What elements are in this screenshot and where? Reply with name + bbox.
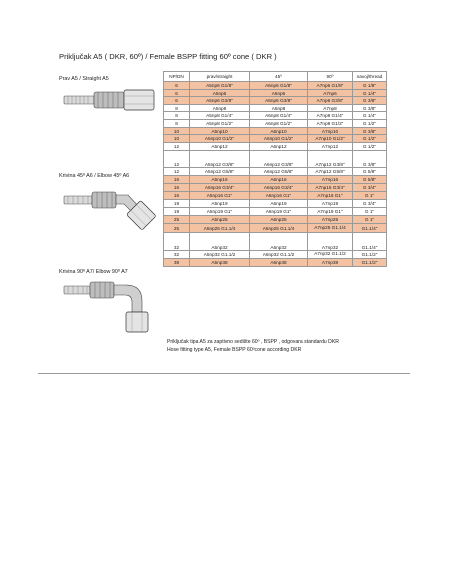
cell-45: A6np19 G1" xyxy=(250,208,308,216)
cell-straight: A5np8 xyxy=(190,105,250,112)
cell-90: A7np6 xyxy=(308,90,353,97)
header-45: 45º xyxy=(250,72,308,82)
cell-90: A7np8 G1/2" xyxy=(308,120,353,128)
cell-straight: A5np25 xyxy=(190,216,250,224)
cell-90: A7np10 G1/2" xyxy=(308,135,353,143)
table-row xyxy=(164,90,387,97)
cell-90: A7np6 G1/8" xyxy=(308,82,353,90)
cell-straight: A5np16 G3/4" xyxy=(190,184,250,192)
cell-straight: A5np10 G1/2" xyxy=(190,135,250,143)
cell-thread: G 1/4" xyxy=(353,112,387,120)
cell-dn: 16 xyxy=(164,192,190,200)
section-label-elbow-45: Krivina 45º A6 / Elbow 45º A6 xyxy=(59,173,130,179)
cell-straight: A5np12 G5/8" xyxy=(190,168,250,176)
cell-90: A7np38 xyxy=(308,259,353,267)
cell-90: A7np32 xyxy=(308,233,353,251)
cell-dn: 12 xyxy=(164,168,190,176)
cell-45: A6np10 xyxy=(250,128,308,135)
table-row xyxy=(164,82,387,90)
cell-90: A7np12 G5/8" xyxy=(308,168,353,176)
section-label-elbow-90: Krivina 90º A7/ Elbow 90º A7 xyxy=(59,269,128,275)
elbow-45-fitting-image xyxy=(62,182,160,232)
cell-dn: 32 xyxy=(164,251,190,259)
cell-thread: G1.1/2" xyxy=(353,251,387,259)
cell-45: A6np25 G1.1/4 xyxy=(250,224,308,233)
cell-straight: A5np16 G1" xyxy=(190,192,250,200)
cell-thread: G 1" xyxy=(353,192,387,200)
cell-45: A6np16 G3/4" xyxy=(250,184,308,192)
cell-90: A7np12 G3/8" xyxy=(308,151,353,168)
cell-dn: 8 xyxy=(164,120,190,128)
note-serbian: Priključak tipa A5 za zaptivno sedište 60º , BSPP , odgovara standardu DKR xyxy=(167,339,339,345)
fitting-spec-table xyxy=(163,71,387,267)
cell-45: A6np10 G1/2" xyxy=(250,135,308,143)
cell-90: A7np8 xyxy=(308,105,353,112)
table-row xyxy=(164,112,387,120)
cell-straight: A5np8 G1/2" xyxy=(190,120,250,128)
cell-dn: 19 xyxy=(164,208,190,216)
cell-straight: A5np38 xyxy=(190,259,250,267)
table-header-row xyxy=(164,72,387,82)
table-row xyxy=(164,128,387,135)
cell-dn: 6 xyxy=(164,90,190,97)
table-row xyxy=(164,192,387,200)
cell-dn: 32 xyxy=(164,233,190,251)
table-row xyxy=(164,105,387,112)
cell-dn: 16 xyxy=(164,184,190,192)
cell-thread: G 1/2" xyxy=(353,135,387,143)
cell-straight: A5np6 G3/8" xyxy=(190,97,250,105)
cell-90: A7np16 xyxy=(308,176,353,184)
cell-90: A7np8 G1/4" xyxy=(308,112,353,120)
cell-dn: 6 xyxy=(164,97,190,105)
cell-thread: G 1/2" xyxy=(353,120,387,128)
table-row xyxy=(164,216,387,224)
cell-thread: G1.1/2" xyxy=(353,259,387,267)
divider xyxy=(38,373,410,374)
table-row xyxy=(164,120,387,128)
cell-straight: A5np6 xyxy=(190,90,250,97)
cell-45: A6np16 xyxy=(250,176,308,184)
table-row xyxy=(164,151,387,168)
cell-dn: 8 xyxy=(164,112,190,120)
cell-90: A7np16 G3/4" xyxy=(308,184,353,192)
table-row xyxy=(164,208,387,216)
cell-dn: 6 xyxy=(164,82,190,90)
page-title: Priključak A5 ( DKR, 60º) / Female BSPP fitting 60º cone ( DKR ) xyxy=(59,52,277,61)
header-straight: prav/straight xyxy=(190,72,250,82)
table-row xyxy=(164,233,387,251)
cell-45: A6np32 G1.1/2 xyxy=(250,251,308,259)
cell-45: A6np8 G1/2" xyxy=(250,120,308,128)
cell-straight: A5np6 G1/8" xyxy=(190,82,250,90)
cell-dn: 10 xyxy=(164,135,190,143)
cell-90: A7np6 G3/8" xyxy=(308,97,353,105)
table-row xyxy=(164,176,387,184)
cell-dn: 12 xyxy=(164,143,190,151)
table-row xyxy=(164,143,387,151)
table-row xyxy=(164,97,387,105)
cell-45: A6np12 G3/8" xyxy=(250,151,308,168)
section-label-straight: Prav A5 / Straight A5 xyxy=(59,76,109,82)
cell-90: A7np25 xyxy=(308,216,353,224)
cell-dn: 12 xyxy=(164,151,190,168)
table-row xyxy=(164,184,387,192)
cell-straight: A5np25 G1.1/4 xyxy=(190,224,250,233)
cell-45: A6np12 G5/8" xyxy=(250,168,308,176)
cell-straight: A5np10 xyxy=(190,128,250,135)
cell-dn: 10 xyxy=(164,128,190,135)
cell-45: A6np38 xyxy=(250,259,308,267)
cell-dn: 25 xyxy=(164,224,190,233)
cell-90: A7np10 xyxy=(308,128,353,135)
cell-dn: 38 xyxy=(164,259,190,267)
cell-dn: 25 xyxy=(164,216,190,224)
cell-thread: G 3/8" xyxy=(353,97,387,105)
table-row xyxy=(164,251,387,259)
cell-45: A6np6 G3/8" xyxy=(250,97,308,105)
cell-straight: A5np32 xyxy=(190,233,250,251)
cell-straight: A5np12 G3/8" xyxy=(190,151,250,168)
note-english: Hose fitting type A5, Female BSPP 60ºcone according DKR xyxy=(167,347,302,353)
cell-90: A7np16 G1" xyxy=(308,192,353,200)
table-row xyxy=(164,224,387,233)
cell-45: A6np8 G1/4" xyxy=(250,112,308,120)
header-90: 90º xyxy=(308,72,353,82)
cell-thread: G 1/8" xyxy=(353,82,387,90)
cell-dn: 16 xyxy=(164,176,190,184)
cell-straight: A5np8 G1/4" xyxy=(190,112,250,120)
cell-90: A7np32 G1.1/2 xyxy=(308,251,353,259)
cell-45: A6np19 xyxy=(250,200,308,208)
cell-thread: G1.1/4" xyxy=(353,233,387,251)
elbow-90-fitting-image xyxy=(62,278,160,336)
cell-45: A6np25 xyxy=(250,216,308,224)
cell-thread: G 3/8" xyxy=(353,105,387,112)
cell-90: A7np25 G1.1/4 xyxy=(308,224,353,233)
table-row xyxy=(164,200,387,208)
cell-dn: 19 xyxy=(164,200,190,208)
cell-thread: G 1/2" xyxy=(353,143,387,151)
cell-thread: G 3/4" xyxy=(353,200,387,208)
cell-45: A6np32 xyxy=(250,233,308,251)
cell-thread: G 5/8" xyxy=(353,176,387,184)
cell-thread: G 3/8" xyxy=(353,151,387,168)
cell-45: A6np6 G1/8" xyxy=(250,82,308,90)
cell-90: A7np12 xyxy=(308,143,353,151)
cell-thread: G 1" xyxy=(353,208,387,216)
header-dn: NP/DN xyxy=(164,72,190,82)
cell-90: A7np19 G1" xyxy=(308,208,353,216)
cell-45: A6np8 xyxy=(250,105,308,112)
cell-thread: G 5/8" xyxy=(353,168,387,176)
cell-thread: G1.1/4" xyxy=(353,224,387,233)
table-row xyxy=(164,259,387,267)
cell-45: A6np12 xyxy=(250,143,308,151)
table-row xyxy=(164,168,387,176)
cell-thread: G 3/4" xyxy=(353,184,387,192)
cell-straight: A5np19 G1" xyxy=(190,208,250,216)
cell-45: A6np6 xyxy=(250,90,308,97)
cell-45: A6np16 G1" xyxy=(250,192,308,200)
straight-fitting-image xyxy=(62,86,160,114)
table-row xyxy=(164,135,387,143)
cell-straight: A5np16 xyxy=(190,176,250,184)
cell-thread: G 1" xyxy=(353,216,387,224)
cell-thread: G 3/8" xyxy=(353,128,387,135)
cell-straight: A5np32 G1.1/2 xyxy=(190,251,250,259)
cell-dn: 8 xyxy=(164,105,190,112)
cell-thread: G 1/4" xyxy=(353,90,387,97)
cell-straight: A5np19 xyxy=(190,200,250,208)
cell-90: A7np19 xyxy=(308,200,353,208)
cell-straight: A5np12 xyxy=(190,143,250,151)
header-thread: navoj/thread xyxy=(353,72,387,82)
